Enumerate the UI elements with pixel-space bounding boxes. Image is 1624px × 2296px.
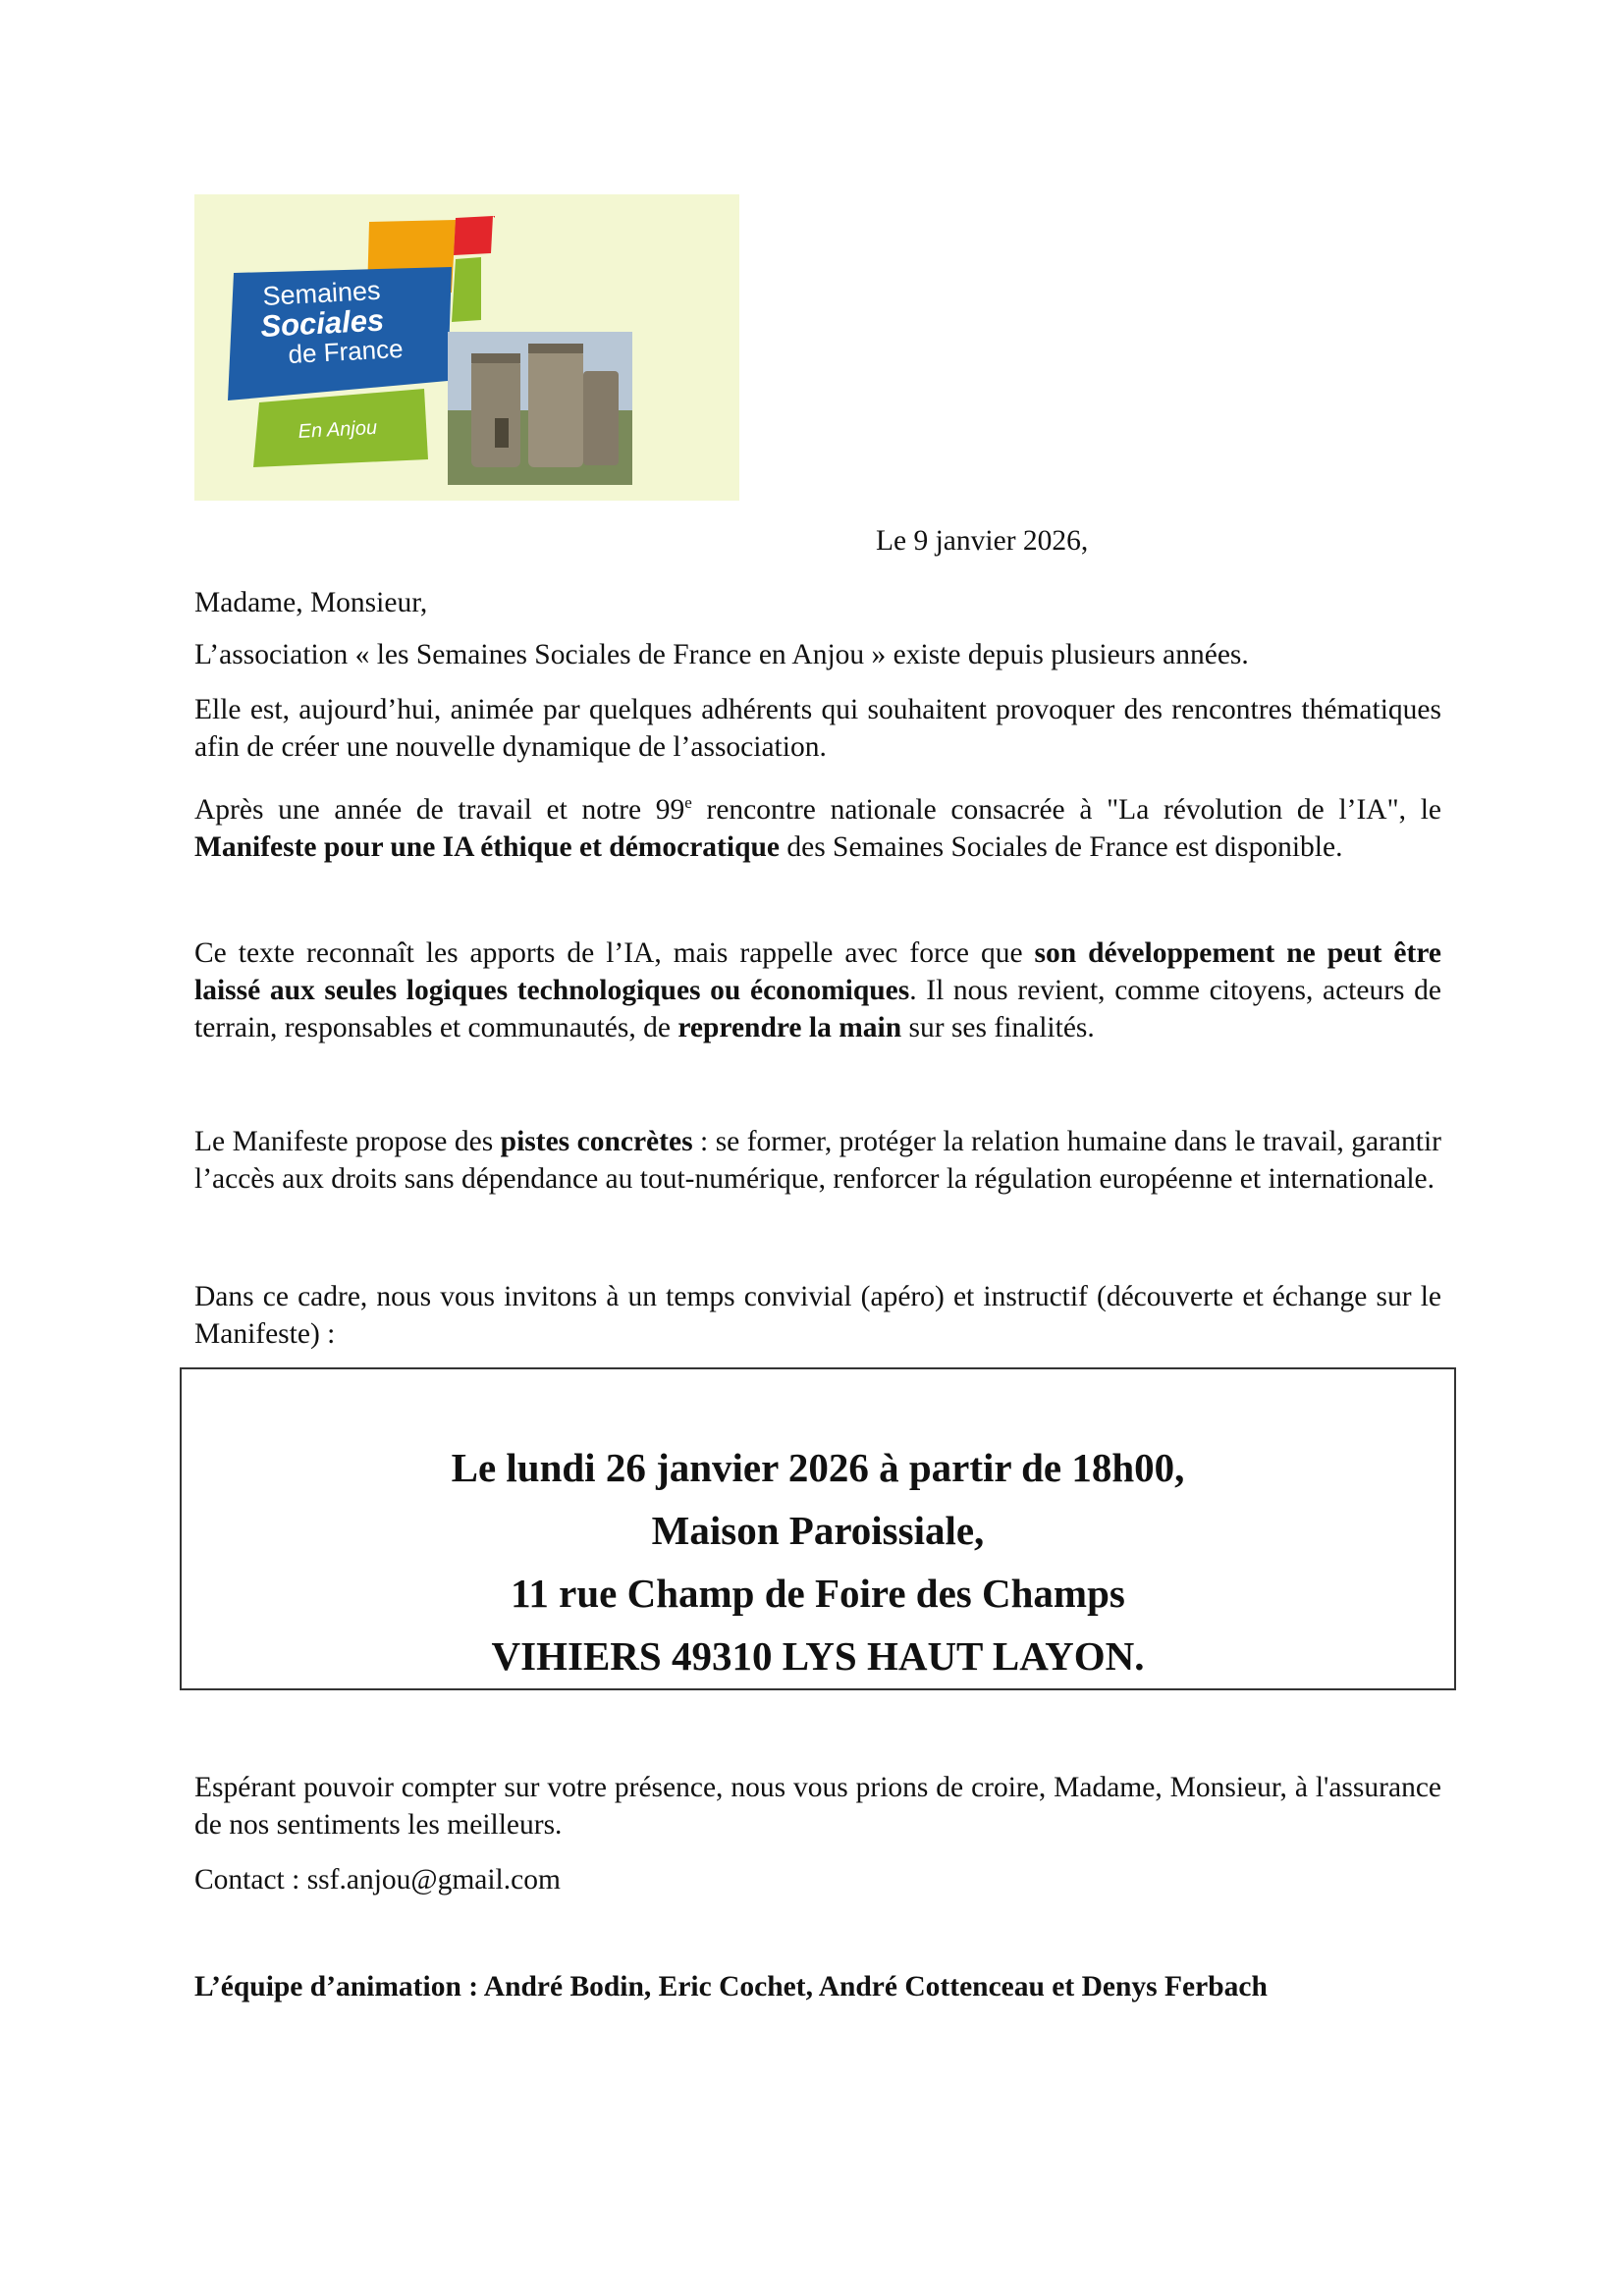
- event-city: VIHIERS 49310 LYS HAUT LAYON.: [491, 1633, 1145, 1679]
- paragraph-invitation: Dans ce cadre, nous vous invitons à un temps convivial (apéro) et instructif (découverte et échange sur le Manifeste) :: [194, 1281, 1441, 1350]
- para5-text-a: Le Manifeste propose des: [194, 1126, 501, 1157]
- para4-text-b: . Il nous revient, comme citoyens, acteurs de terrain, responsables et communautés, de: [194, 975, 1442, 1043]
- paragraph-intro: L’association « les Semaines Sociales de France en Anjou » existe depuis plusieurs années.: [194, 639, 1249, 670]
- closing-formula: Espérant pouvoir compter sur votre présence, nous vous prions de croire, Madame, Monsieur, à l'assurance de nos sentiments les meilleurs.: [194, 1772, 1441, 1841]
- event-details-box: [180, 1367, 1456, 1690]
- para4-text-c: sur ses finalités.: [901, 1012, 1095, 1043]
- logo-line3: de France: [287, 333, 405, 369]
- para4-bold-2: reprendre la main: [677, 1012, 902, 1043]
- para3-text-a: Après une année de travail et notre 99: [194, 793, 685, 826]
- logo-line1: Semaines: [261, 275, 382, 311]
- para3-superscript: e: [684, 793, 692, 812]
- manifeste-title: Manifeste pour une IA éthique et démocratique: [194, 830, 780, 863]
- paragraph-manifeste: [194, 784, 1441, 866]
- logo-subtitle: En Anjou: [298, 416, 378, 443]
- para5-text-b: : se former, protéger la relation humaine dans le travail, garantir l’accès aux droits sans dépendance au tout-numérique, renforcer la régulation européenne et internationale.: [194, 1126, 1441, 1195]
- letter-date: Le 9 janvier 2026,: [876, 525, 1089, 557]
- logo-line2: Sociales: [259, 302, 386, 344]
- logo-graphic: [194, 194, 739, 501]
- para5-bold: pistes concrètes: [500, 1126, 693, 1157]
- salutation: Madame, Monsieur,: [194, 587, 428, 618]
- event-venue: Maison Paroissiale,: [651, 1508, 985, 1553]
- event-date: Le lundi 26 janvier 2026 à partir de 18h00,: [451, 1445, 1185, 1490]
- paragraph-ia-reflection: [194, 934, 1441, 1046]
- para3-text-b: rencontre nationale consacrée à "La révolution de l’IA", le: [691, 793, 1442, 826]
- paragraph-association: Elle est, aujourd’hui, animée par quelques adhérents qui souhaitent provoquer des rencontres thématiques afin de créer une nouvelle dynamique de l’association.: [194, 694, 1441, 763]
- para3-text-c: des Semaines Sociales de France est disponible.: [779, 830, 1343, 863]
- ssf-anjou-logo: [194, 194, 739, 501]
- signature-team: L’équipe d’animation : André Bodin, Eric Cochet, André Cottenceau et Denys Ferbach: [194, 1971, 1268, 2002]
- paragraph-pistes: [194, 1123, 1441, 1198]
- para4-text-a: Ce texte reconnaît les apports de l’IA, mais rappelle avec force que: [194, 937, 1035, 969]
- para4-bold-1: son développement ne peut être laissé aux seules logiques technologiques ou économiques: [194, 937, 1441, 1006]
- contact-email: Contact : ssf.anjou@gmail.com: [194, 1864, 561, 1896]
- event-street: 11 rue Champ de Foire des Champs: [511, 1571, 1125, 1616]
